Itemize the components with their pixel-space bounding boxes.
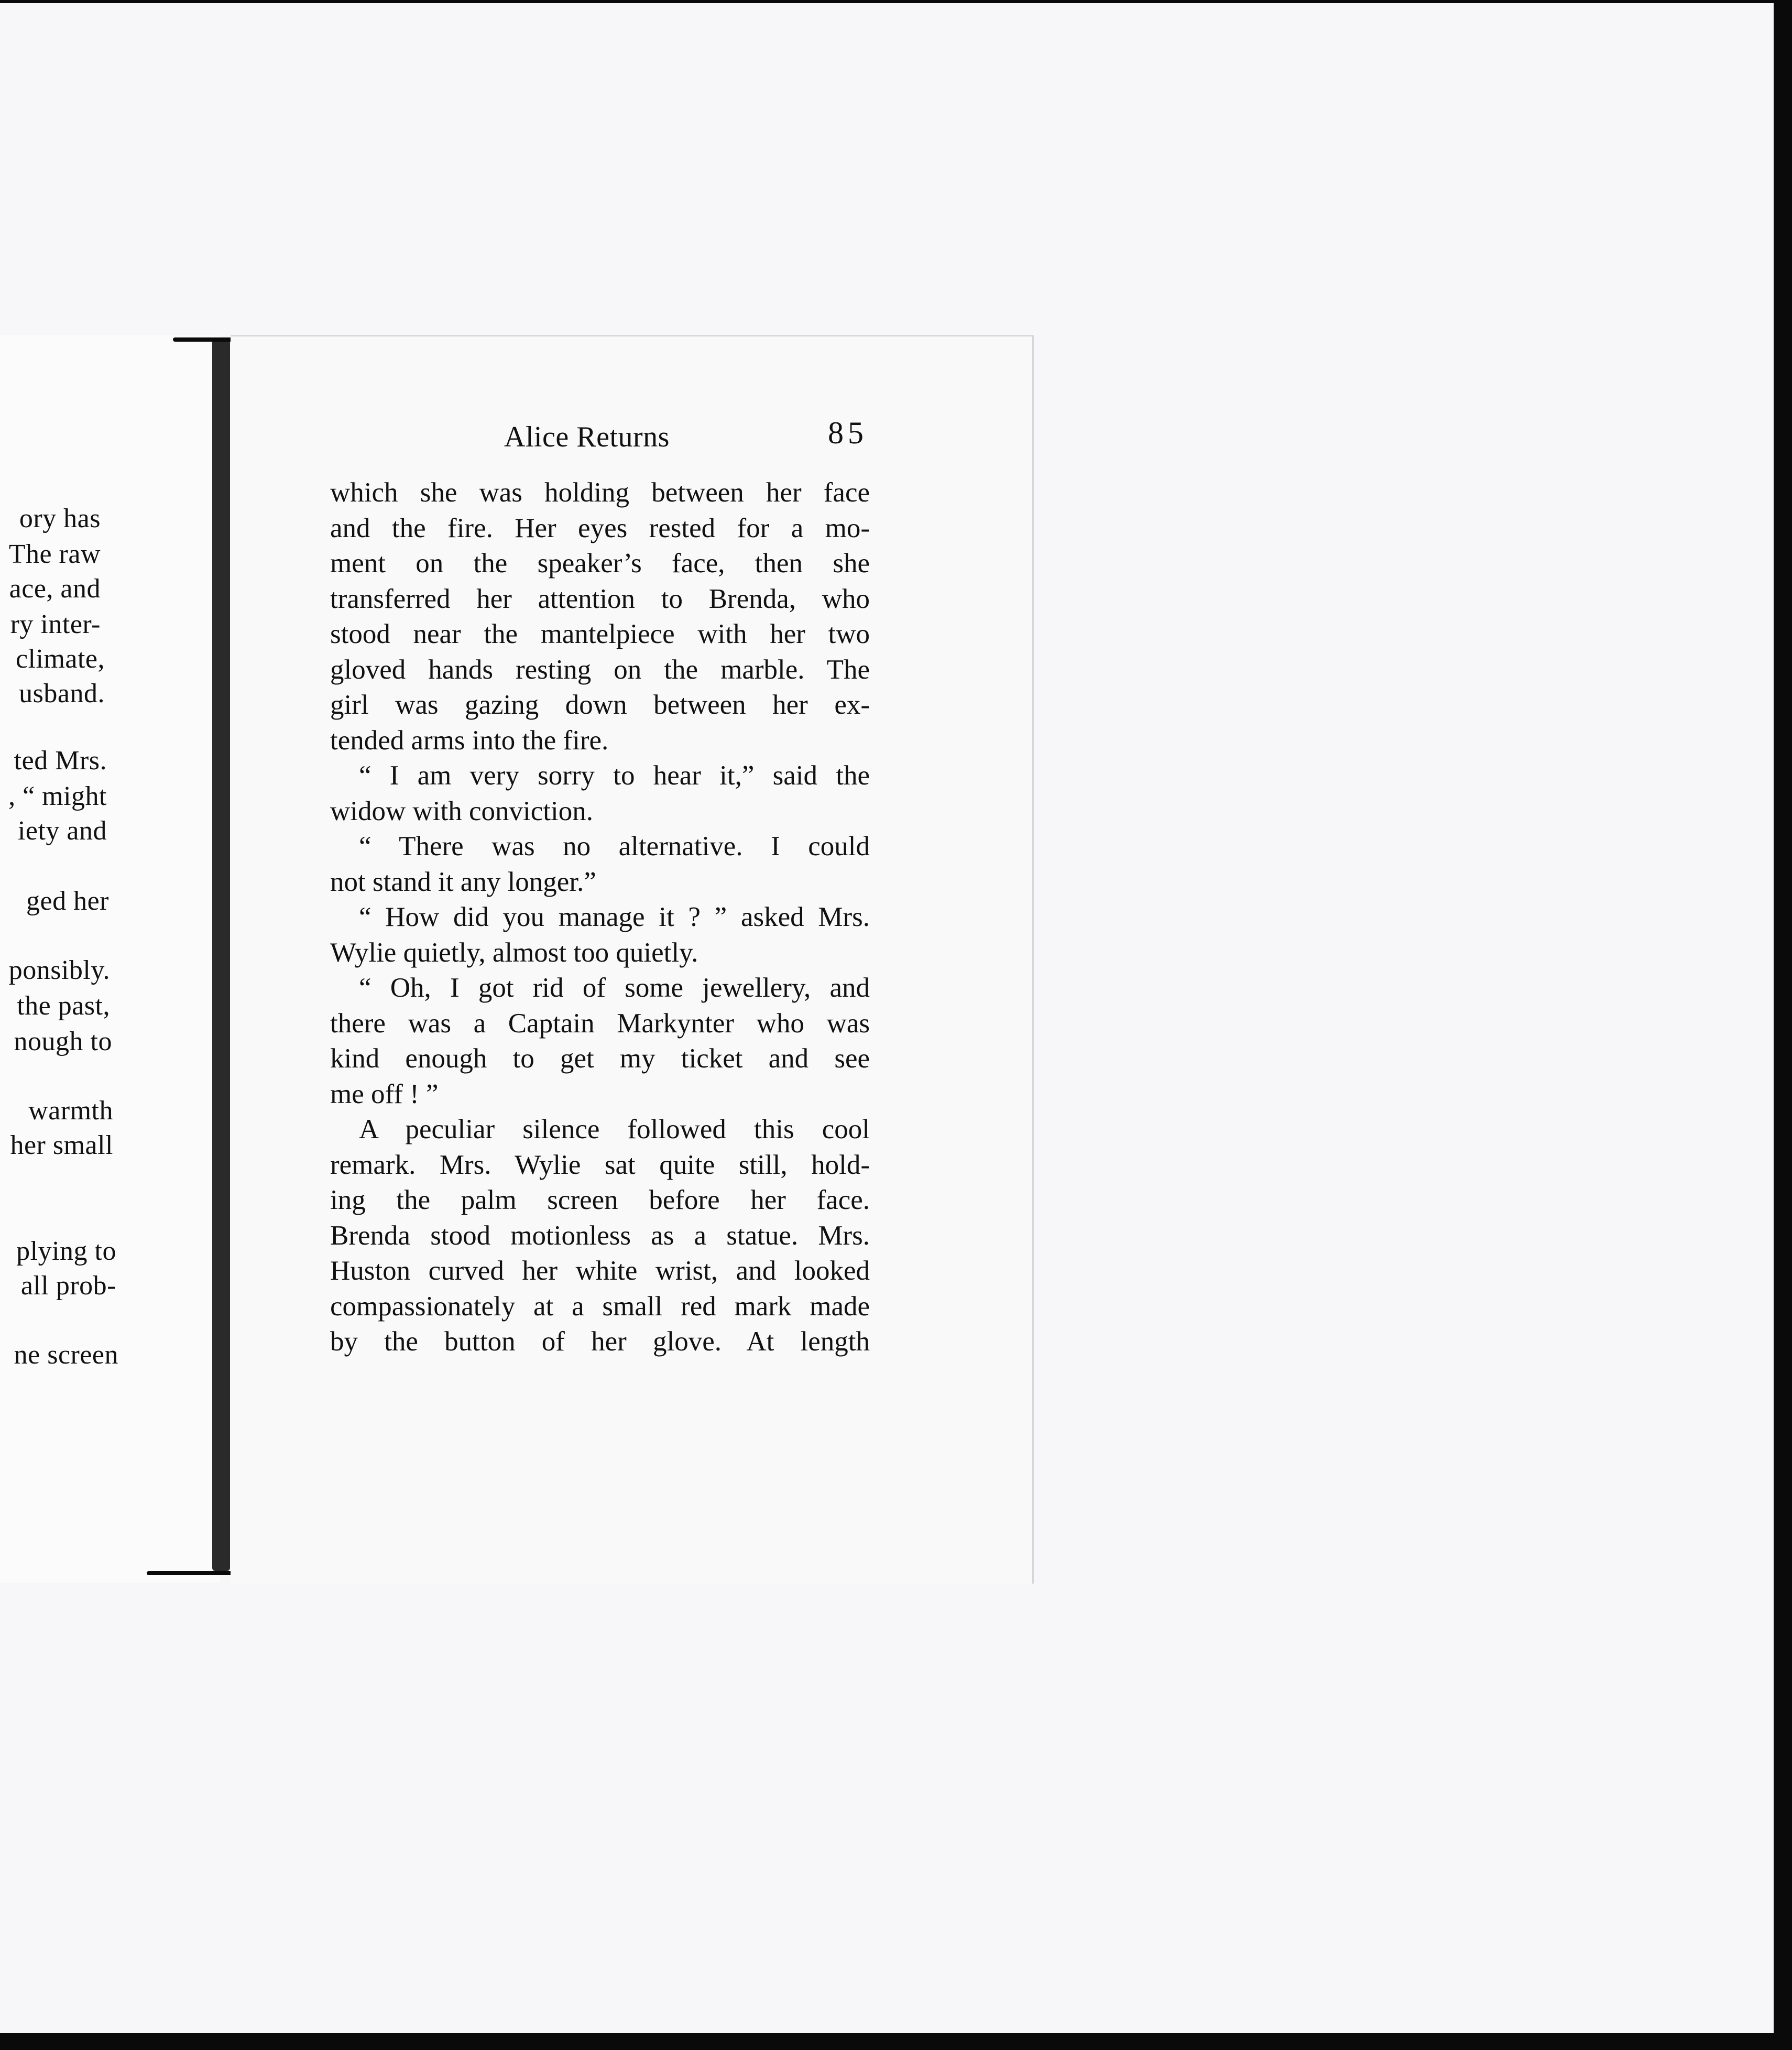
left-page-line: nough to [14, 1027, 112, 1056]
text-line: stood near the mantelpiece with her two [330, 619, 870, 649]
text-line: ing the palm screen before her face. [330, 1185, 870, 1215]
text-line: “ Oh, I got rid of some jewellery, and [359, 973, 870, 1003]
left-page-line: usband. [19, 679, 105, 708]
text-line: “ There was no alternative. I could [359, 831, 870, 862]
page-number: 85 [828, 416, 868, 450]
scan-bottom-border [0, 2033, 1792, 2050]
left-page-line: iety and [17, 816, 107, 846]
text-line: “ How did you manage it ? ” asked Mrs. [359, 902, 870, 932]
text-line: compassionately at a small red mark made [330, 1291, 870, 1322]
left-page-line: climate, [15, 644, 105, 674]
scan-top-border [0, 0, 1792, 3]
text-line: kind enough to get my ticket and see [330, 1043, 870, 1074]
text-line: remark. Mrs. Wylie sat quite still, hold- [330, 1149, 870, 1180]
book-gutter [212, 340, 230, 1571]
text-line: Wylie quietly, almost too quietly. [330, 937, 698, 968]
left-page-line: ted Mrs. [14, 746, 107, 776]
left-page-line: ged her [26, 886, 109, 916]
page-body-text [330, 475, 870, 1360]
book-page [231, 335, 1034, 1584]
left-page-line: ory has [19, 504, 101, 533]
left-page-line: ne screen [14, 1340, 118, 1370]
left-page-line: ry inter- [10, 609, 101, 639]
text-line: not stand it any longer.” [330, 866, 596, 897]
text-line: Huston curved her white wrist, and looked [330, 1256, 870, 1286]
text-line: by the button of her glove. At length [330, 1326, 870, 1357]
left-page-line: the past, [17, 991, 110, 1021]
running-head-title: Alice Returns [504, 421, 670, 453]
left-facing-page [0, 335, 220, 1583]
left-page-line: , “ might [8, 781, 107, 811]
left-page-line: warmth [28, 1096, 113, 1126]
text-line: girl was gazing down between her ex- [330, 690, 870, 720]
left-page-line: ace, and [9, 574, 101, 604]
left-page-line: all prob- [20, 1271, 116, 1301]
text-line: there was a Captain Markynter who was [330, 1008, 870, 1039]
text-line: gloved hands resting on the marble. The [330, 654, 870, 685]
text-line: widow with conviction. [330, 795, 593, 826]
text-line: and the fire. Her eyes rested for a mo- [330, 512, 870, 543]
text-line: Brenda stood motionless as a statue. Mrs. [330, 1220, 870, 1251]
text-line: me off ! ” [330, 1078, 439, 1109]
text-line: which she was holding between her face [330, 477, 870, 508]
left-page-line: ponsibly. [8, 955, 110, 985]
text-line: A peculiar silence followed this cool [359, 1114, 870, 1144]
text-line: tended arms into the fire. [330, 725, 609, 756]
text-line: ment on the speaker’s face, then she [330, 548, 870, 579]
left-page-line: plying to [16, 1236, 116, 1266]
scan-right-border [1774, 0, 1792, 2050]
text-line: transferred her attention to Brenda, who [330, 583, 870, 614]
left-page-line: The raw [8, 539, 101, 569]
left-page-line: her small [10, 1130, 113, 1160]
text-line: “ I am very sorry to hear it,” said the [359, 760, 870, 791]
